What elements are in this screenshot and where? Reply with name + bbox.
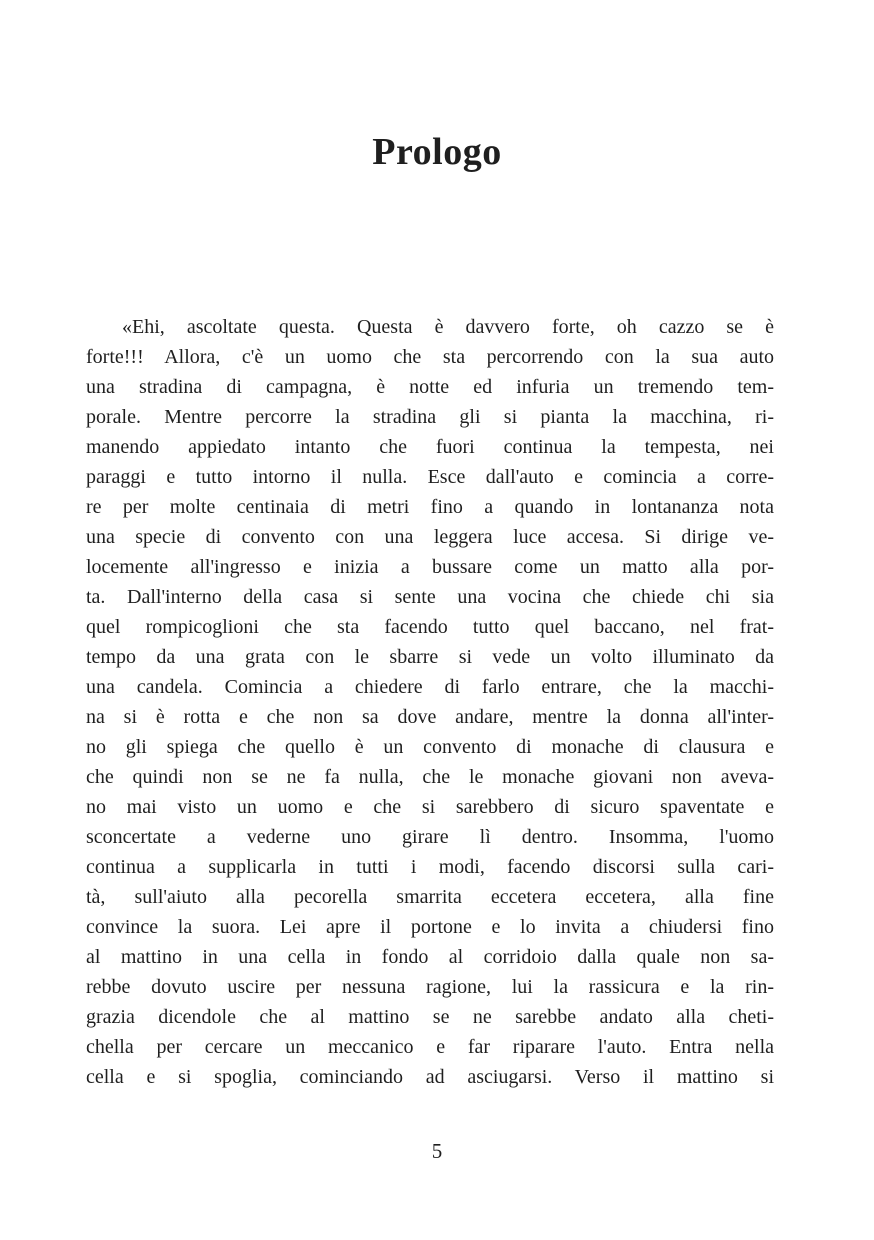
body-line: sconcertate a vederne uno girare lì dentro. Insomma, l'uomo: [86, 826, 774, 848]
body-line: cella e si spoglia, cominciando ad asciugarsi. Verso il mattino si: [86, 1066, 774, 1088]
chapter-title: Prologo: [372, 131, 502, 173]
body-line: ta. Dall'interno della casa si sente una vocina che chiede chi sia: [86, 586, 774, 608]
body-line: convince la suora. Lei apre il portone e lo invita a chiudersi fino: [86, 916, 774, 938]
body-line: manendo appiedato intanto che fuori continua la tempesta, nei: [86, 436, 774, 458]
body-line: forte!!! Allora, c'è un uomo che sta percorrendo con la sua auto: [86, 346, 774, 368]
body-line: no gli spiega che quello è un convento di monache di clausura e: [86, 736, 774, 758]
body-line: una stradina di campagna, è notte ed infuria un tremendo tem-: [86, 376, 774, 398]
body-line: «Ehi, ascoltate questa. Questa è davvero forte, oh cazzo se è: [122, 316, 774, 338]
body-line: grazia dicendole che al mattino se ne sarebbe andato alla cheti-: [86, 1006, 774, 1028]
page-number: 5: [431, 1139, 443, 1163]
body-line: che quindi non se ne fa nulla, che le monache giovani non aveva-: [86, 766, 774, 788]
body-line: al mattino in una cella in fondo al corridoio dalla quale non sa-: [86, 946, 774, 968]
body-line: rebbe dovuto uscire per nessuna ragione, lui la rassicura e la rin-: [86, 976, 774, 998]
body-line: re per molte centinaia di metri fino a quando in lontananza nota: [86, 496, 774, 518]
body-line: locemente all'ingresso e inizia a bussare come un matto alla por-: [86, 556, 774, 578]
body-line: tempo da una grata con le sbarre si vede un volto illuminato da: [86, 646, 774, 668]
body-line: paraggi e tutto intorno il nulla. Esce dall'auto e comincia a corre-: [86, 466, 774, 488]
body-line: una candela. Comincia a chiedere di farlo entrare, che la macchi-: [86, 676, 774, 698]
body-line: quel rompicoglioni che sta facendo tutto quel baccano, nel frat-: [86, 616, 774, 638]
body-text: [86, 312, 774, 1092]
body-line: tà, sull'aiuto alla pecorella smarrita eccetera eccetera, alla fine: [86, 886, 774, 908]
body-line: una specie di convento con una leggera luce accesa. Si dirige ve-: [86, 526, 774, 548]
body-line: chella per cercare un meccanico e far riparare l'auto. Entra nella: [86, 1036, 774, 1058]
body-line: porale. Mentre percorre la stradina gli si pianta la macchina, ri-: [86, 406, 774, 428]
body-line: no mai visto un uomo e che si sarebbero di sicuro spaventate e: [86, 796, 774, 818]
body-line: na si è rotta e che non sa dove andare, mentre la donna all'inter-: [86, 706, 774, 728]
body-line: continua a supplicarla in tutti i modi, facendo discorsi sulla cari-: [86, 856, 774, 878]
